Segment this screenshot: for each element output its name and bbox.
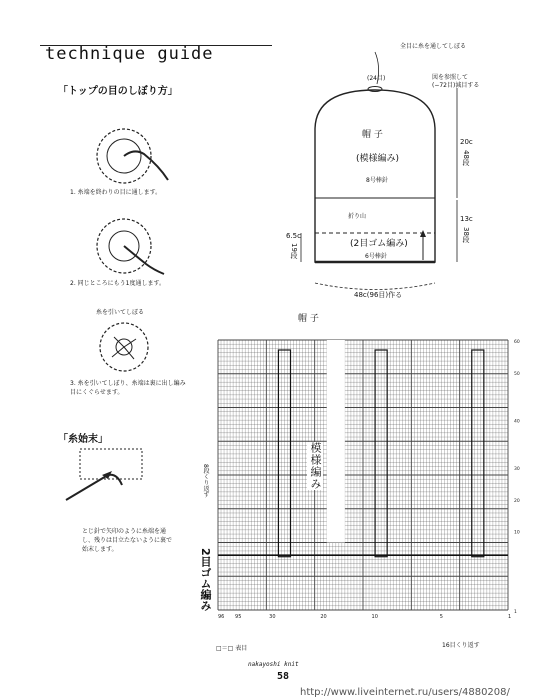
x-tick-label: 10: [371, 614, 378, 620]
hat-top-note: 全目に糸を通してしぼる: [400, 43, 467, 50]
x-tick-label: 30: [269, 614, 276, 620]
chart-repeat-stitches: 16目くり返す: [442, 642, 480, 649]
x-tick-label: 5: [439, 614, 443, 620]
x-tick-label: 1: [508, 614, 512, 620]
illustration-step1: [82, 120, 172, 190]
page-title: technique guide: [45, 44, 214, 64]
knitting-chart-grid: [210, 330, 530, 630]
y-tick-label: 20: [514, 498, 520, 504]
hat-rib: (2目ゴム編み): [350, 239, 408, 249]
hat-ref-note: 図を参照して: [432, 74, 469, 81]
page-number: 58: [277, 671, 290, 682]
illustration-step2: [82, 210, 172, 280]
hat-rows-1: 48段: [462, 150, 470, 166]
step-1-text: 1. 糸端を終わりの目に通します。: [70, 189, 162, 196]
chart-title: 帽 子: [298, 314, 319, 324]
y-tick-label: 50: [514, 371, 520, 377]
chart-repeat-rows: 8段くり返す: [202, 464, 209, 498]
illustration-weave-in: [62, 445, 152, 510]
label-gap: [327, 340, 345, 543]
hat-needle-1: 8号棒針: [366, 177, 388, 184]
y-tick-label: 10: [514, 530, 520, 536]
hat-top-count: (24目): [367, 75, 386, 82]
x-tick-label: 95: [235, 614, 242, 620]
hat-name: 帽 子: [362, 130, 383, 140]
chart-legend: □＝□ 表目: [216, 645, 248, 652]
hat-ref-note-2: (−72目)減目する: [432, 82, 480, 89]
section-heading-finishing: 「糸始末」: [58, 434, 108, 445]
step-3-text: 3. 糸を引いてしぼり、糸端は裏に出し編み目にくぐらせます。: [70, 380, 186, 396]
y-tick-label: 30: [514, 467, 520, 473]
finishing-note: とじ針で矢印のように糸端を通し、残りは目立たないように裏で始末します。: [82, 528, 173, 553]
x-tick-label: 20: [320, 614, 327, 620]
hat-pattern: (模様編み): [356, 154, 400, 164]
hat-height-1: 20c: [460, 138, 473, 146]
step-3-tag: 糸を引いてしぼる: [96, 309, 145, 316]
x-tick-label: 96: [218, 614, 225, 620]
hat-height-3: 6.5c: [286, 232, 301, 240]
hat-rows-2: 38段: [462, 227, 470, 243]
hat-cast-on: 48c(96目)作る: [354, 291, 403, 299]
hat-rows-3: 19段: [290, 243, 298, 259]
brand-name: nakayoshi knit: [248, 661, 299, 668]
chart-pattern-label: 模様編み: [309, 442, 322, 490]
y-tick-label: 40: [514, 419, 520, 425]
section-heading-gathering: 「トップの目のしぼり方」: [58, 86, 178, 97]
y-tick-label: 1: [514, 610, 517, 615]
illustration-step3: [82, 315, 172, 377]
hat-fold: 折り山: [348, 213, 367, 220]
source-url[interactable]: http://www.liveinternet.ru/users/4880208/: [300, 687, 510, 698]
step-2-text: 2. 同じところにもう1度通します。: [70, 280, 165, 287]
hat-height-2: 13c: [460, 215, 473, 223]
hat-needle-2: 6号棒針: [365, 253, 387, 260]
chart-rib-label: 2目ゴム編み: [199, 548, 212, 611]
y-tick-label: 60: [514, 340, 520, 345]
